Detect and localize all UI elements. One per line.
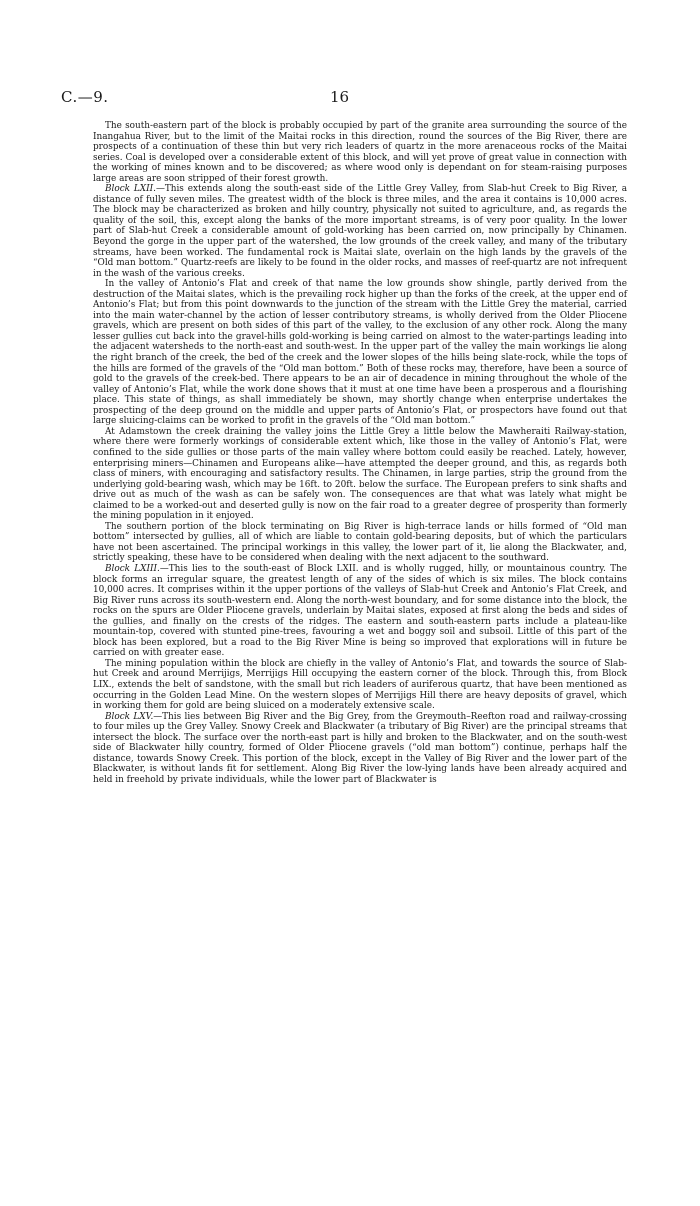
- paragraph: Block LXV.—This lies between Big River and the Big Grey, from the Greymouth–Reefton road and railway-crossing to four miles up the Grey Valley. Snowy Creek and Blackwater (a tributary of Big River) are the principal streams that intersect the block. The surface over the north-east part is hilly and broken to the Blackwater, and on the south-west side of Blackwater hilly country, formed of Older Pliocene gravels (“old man bottom”) continue, perhaps half the distance, towards Snowy Creek. This portion of the block, except in the Valley of Big River and the lower part of the Blackwater, is without lands fit for settlement. Along Big River the low-lying lands have been already acquired and held in freehold by private individuals, while the lower part of Blackwater is: [93, 711, 627, 785]
- paragraph: The mining population within the block are chiefly in the valley of Antonio’s Flat, and towards the source of Slab-hut Creek and around Merrijigs, Merrijigs Hill occupying the eastern corner of the block. Through this, from Block LIX., extends the belt of sandstone, with the small but rich leaders of auriferous quartz, that have been mentioned as occurring in the Golden Lead Mine. On the western slopes of Merrijigs Hill there are heavy deposits of gravel, which in working them for gold are being sluiced on a moderately extensive scale.: [93, 658, 627, 712]
- paragraph: The southern portion of the block terminating on Big River is high-terrace lands or hills formed of “Old man bottom” intersected by gullies, all of which are liable to contain gold-bearing deposits, but of which the particulars have not been ascertained. The principal workings in this valley, the lower part of it, lie along the Blackwater, and, strictly speaking, these have to be considered when dealing with the next adjacent to the southward.: [93, 521, 627, 564]
- paragraph: Block LXIII.—This lies to the south-east of Block LXII. and is wholly rugged, hilly, or mountainous country. The block forms an irregular square, the greatest length of any of the sides of which is six miles. The block contains 10,000 acres. It comprises within it the upper portions of the valleys of Slab-hut Creek and Antonio’s Flat Creek, and Big River runs across its south-western end. Along the north-west boundary, and for some distance into the block, the rocks on the spurs are Older Pliocene gravels, underlain by Maitai slates, exposed at first along the beds and sides of the gullies, and finally on the crests of the ridges. The eastern and south-eastern parts include a plateau-like mountain-top, covered with stunted pine-trees, favouring a wet and boggy soil and subsoil. Little of this part of the block has been explored, but a road to the Big River Mine is being so improved that explorations will in future be carried on with greater ease.: [93, 563, 627, 659]
- report-code: C.—9.: [61, 88, 109, 106]
- paragraph: In the valley of Antonio’s Flat and creek of that name the low grounds show shingle, partly derived from the destruction of the Maitai slates, which is the prevailing rock higher up than the forks of the creek, at the upper end of Antonio’s Flat; but from this point downwards to the junction of the stream with the Little Grey the material, carried into the main water-channel by the action of lesser contributory streams, is wholly derived from the Older Pliocene gravels, which are present on both sides of this part of the valley, to the exclusion of any other rock. Along the many lesser gullies cut back into the gravel-hills gold-working is being carried on almost to the water-partings leading into the adjacent watersheds to the north-east and south-west. In the upper part of the valley the main workings lie along the right branch of the creek, the bed of the creek and the lower slopes of the hills being slate-rock, while the tops of the hills are formed of the gravels of the “Old man bottom.” Both of these rocks may, therefore, have been a source of gold to the gravels of the creek-bed. There appears to be an air of decadence in mining throughout the whole of the valley of Antonio’s Flat, while the work done shows that it must at one time have been a prosperous and a flourishing place. This state of things, as shall immediately be shown, may shortly change when enterprise undertakes the prospecting of the deep ground on the middle and upper parts of Antonio’s Flat, or prospectors have found out that large sluicing-claims can be worked to profit in the gravels of the “Old man bottom.”: [93, 279, 627, 427]
- paragraph: Block LXII.—This extends along the south-east side of the Little Grey Valley, from Slab-hut Creek to Big River, a distance of fully seven miles. The greatest width of the block is three miles, and the area it contains is 10,000 acres. The block may be characterized as broken and hilly country, physically not suited to agriculture, and, as regards the quality of the soil, this, except along the banks of the more important streams, is of very poor quality. In the lower part of Slab-hut Creek a considerable amount of gold-working has been carried on, now principally by Chinamen. Beyond the gorge in the upper part of the watershed, the low grounds of the creek valley, and many of the tributary streams, have been worked. The fundamental rock is Maitai slate, overlain on the high lands by the gravels of the “Old man bottom.” Quartz-reefs are likely to be found in the older rocks, and masses of reef-quartz are not infrequent in the wash of the various creeks.: [93, 184, 627, 279]
- block-heading: Block LXII.: [105, 184, 156, 195]
- block-heading: Block LXIII.: [105, 563, 160, 574]
- page-number: 16: [330, 88, 350, 106]
- paragraph: The south-eastern part of the block is probably occupied by part of the granite area surrounding the source of the Inangahua River, but to the limit of the Maitai rocks in this direction, round the sources of the Big River, there are prospects of a continuation of these thin but very rich leaders of quartz in the more arenaceous rocks of the Maitai series. Coal is developed over a considerable extent of this block, and will yet prove of great value in connection with the working of mines known and to be discovered; as where wood only is dependant on for steam-raising purposes large areas are soon stripped of their forest growth.: [93, 121, 627, 184]
- block-heading: Block LXV.: [105, 711, 154, 722]
- paragraph: At Adamstown the creek draining the valley joins the Little Grey a little below the Mawheraiti Railway-station, where there were formerly workings of considerable extent which, like those in the valley of Antonio’s Flat, were confined to the side gullies or those parts of the main valley where bottom could easily be reached. Lately, however, enterprising miners—Chinamen and Europeans alike—have attempted the deeper ground, and this, as regards both class of miners, with encouraging and satisfactory results. The Chinamen, in large parties, strip the ground from the underlying gold-bearing wash, which may be 16ft. to 20ft. below the surface. The European prefers to sink shafts and drive out as much of the wash as can be safely won. The consequences are that what was lately what might be claimed to be a worked-out and deserted gully is now on the fair road to a greater degree of prosperity than formerly the mining population in it enjoyed.: [93, 426, 627, 522]
- body-text: [93, 121, 627, 785]
